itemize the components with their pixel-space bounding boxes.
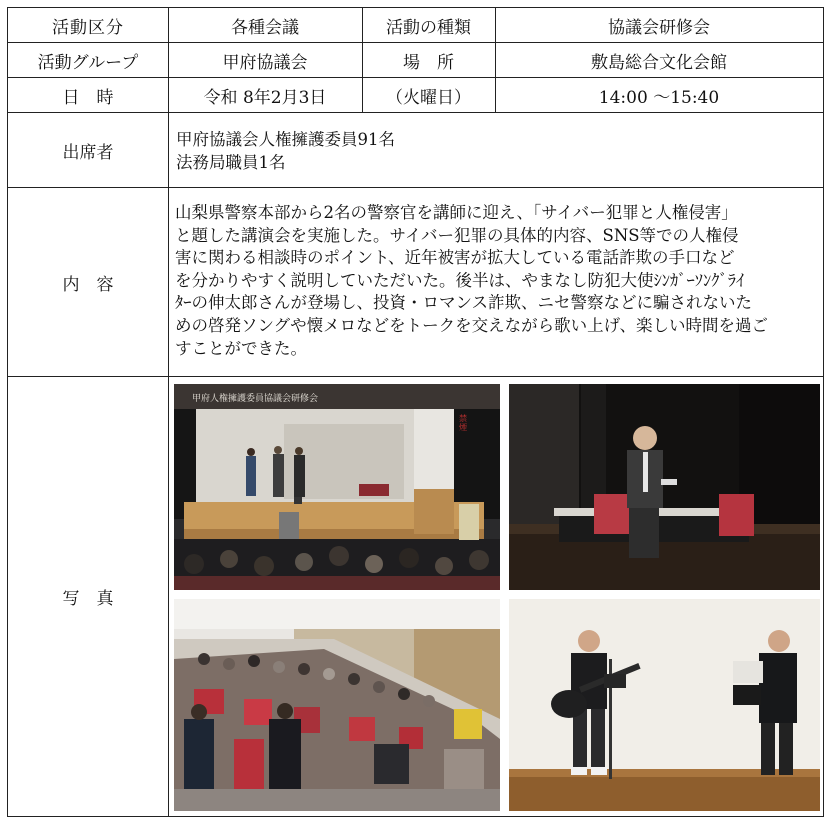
content-line: めの啓発ソングや懐メロなどをトークを交えながら歌い上げ、楽しい時間を過ご — [175, 315, 769, 335]
time-value: 14:00 〜15:40 — [598, 87, 720, 108]
category-value: 各種会議 — [231, 17, 299, 38]
photo-audience — [174, 599, 500, 811]
attendee-line: 法務局職員1名 — [176, 152, 286, 172]
category-label: 活動区分 — [52, 17, 124, 38]
content-line: と題した講演会を実施した。サイバー犯罪の具体的内容、SNS等での人権侵 — [175, 225, 739, 245]
place-label: 場 所 — [403, 52, 454, 73]
content-label: 内 容 — [62, 274, 114, 295]
photo-singer-performance — [509, 599, 820, 811]
photo-police-lecturer — [509, 384, 820, 590]
activity-type-label: 活動の種類 — [386, 17, 471, 38]
attendees-label: 出席者 — [62, 142, 114, 163]
activity-report-table — [7, 7, 824, 817]
content-paragraph — [175, 202, 768, 360]
date-value: 令和 8年2月3日 — [203, 87, 327, 108]
column-divider — [168, 8, 169, 816]
content-line: 山梨県警察本部から2名の警察官を講師に迎え、「サイバー犯罪と人権侵害」 — [175, 203, 738, 222]
no-smoking-sign: 禁煙 — [459, 414, 467, 432]
content-line: 害に関わる相談時のポイント、近年被害が拡大している電話詐欺の手口など — [175, 248, 735, 268]
group-value: 甲府協議会 — [222, 52, 308, 73]
content-line: すことができた。 — [175, 338, 307, 358]
photo-stage-overview — [174, 384, 500, 590]
attendees-list — [176, 129, 395, 174]
place-value: 敷島総合文化会館 — [591, 52, 727, 73]
content-line: を分かりやすく説明していただいた。後半は、やまなし防犯大使ｼﾝｶﾞｰｿﾝｸﾞﾗｲ — [175, 270, 745, 290]
stage-banner-text: 甲府人権擁護委員協議会研修会 — [192, 394, 319, 404]
photos-label: 写 真 — [62, 589, 114, 609]
activity-type-value: 協議会研修会 — [608, 17, 710, 38]
weekday-value: （火曜日） — [386, 87, 471, 108]
content-line: ﾀｰの伸太郎さんが登場し、投資・ロマンス詐欺、ニセ警察などに騙されないた — [175, 293, 753, 313]
group-label: 活動グループ — [37, 52, 139, 73]
datetime-label: 日 時 — [62, 87, 114, 108]
attendee-line: 甲府協議会人権擁護委員91名 — [176, 130, 395, 149]
